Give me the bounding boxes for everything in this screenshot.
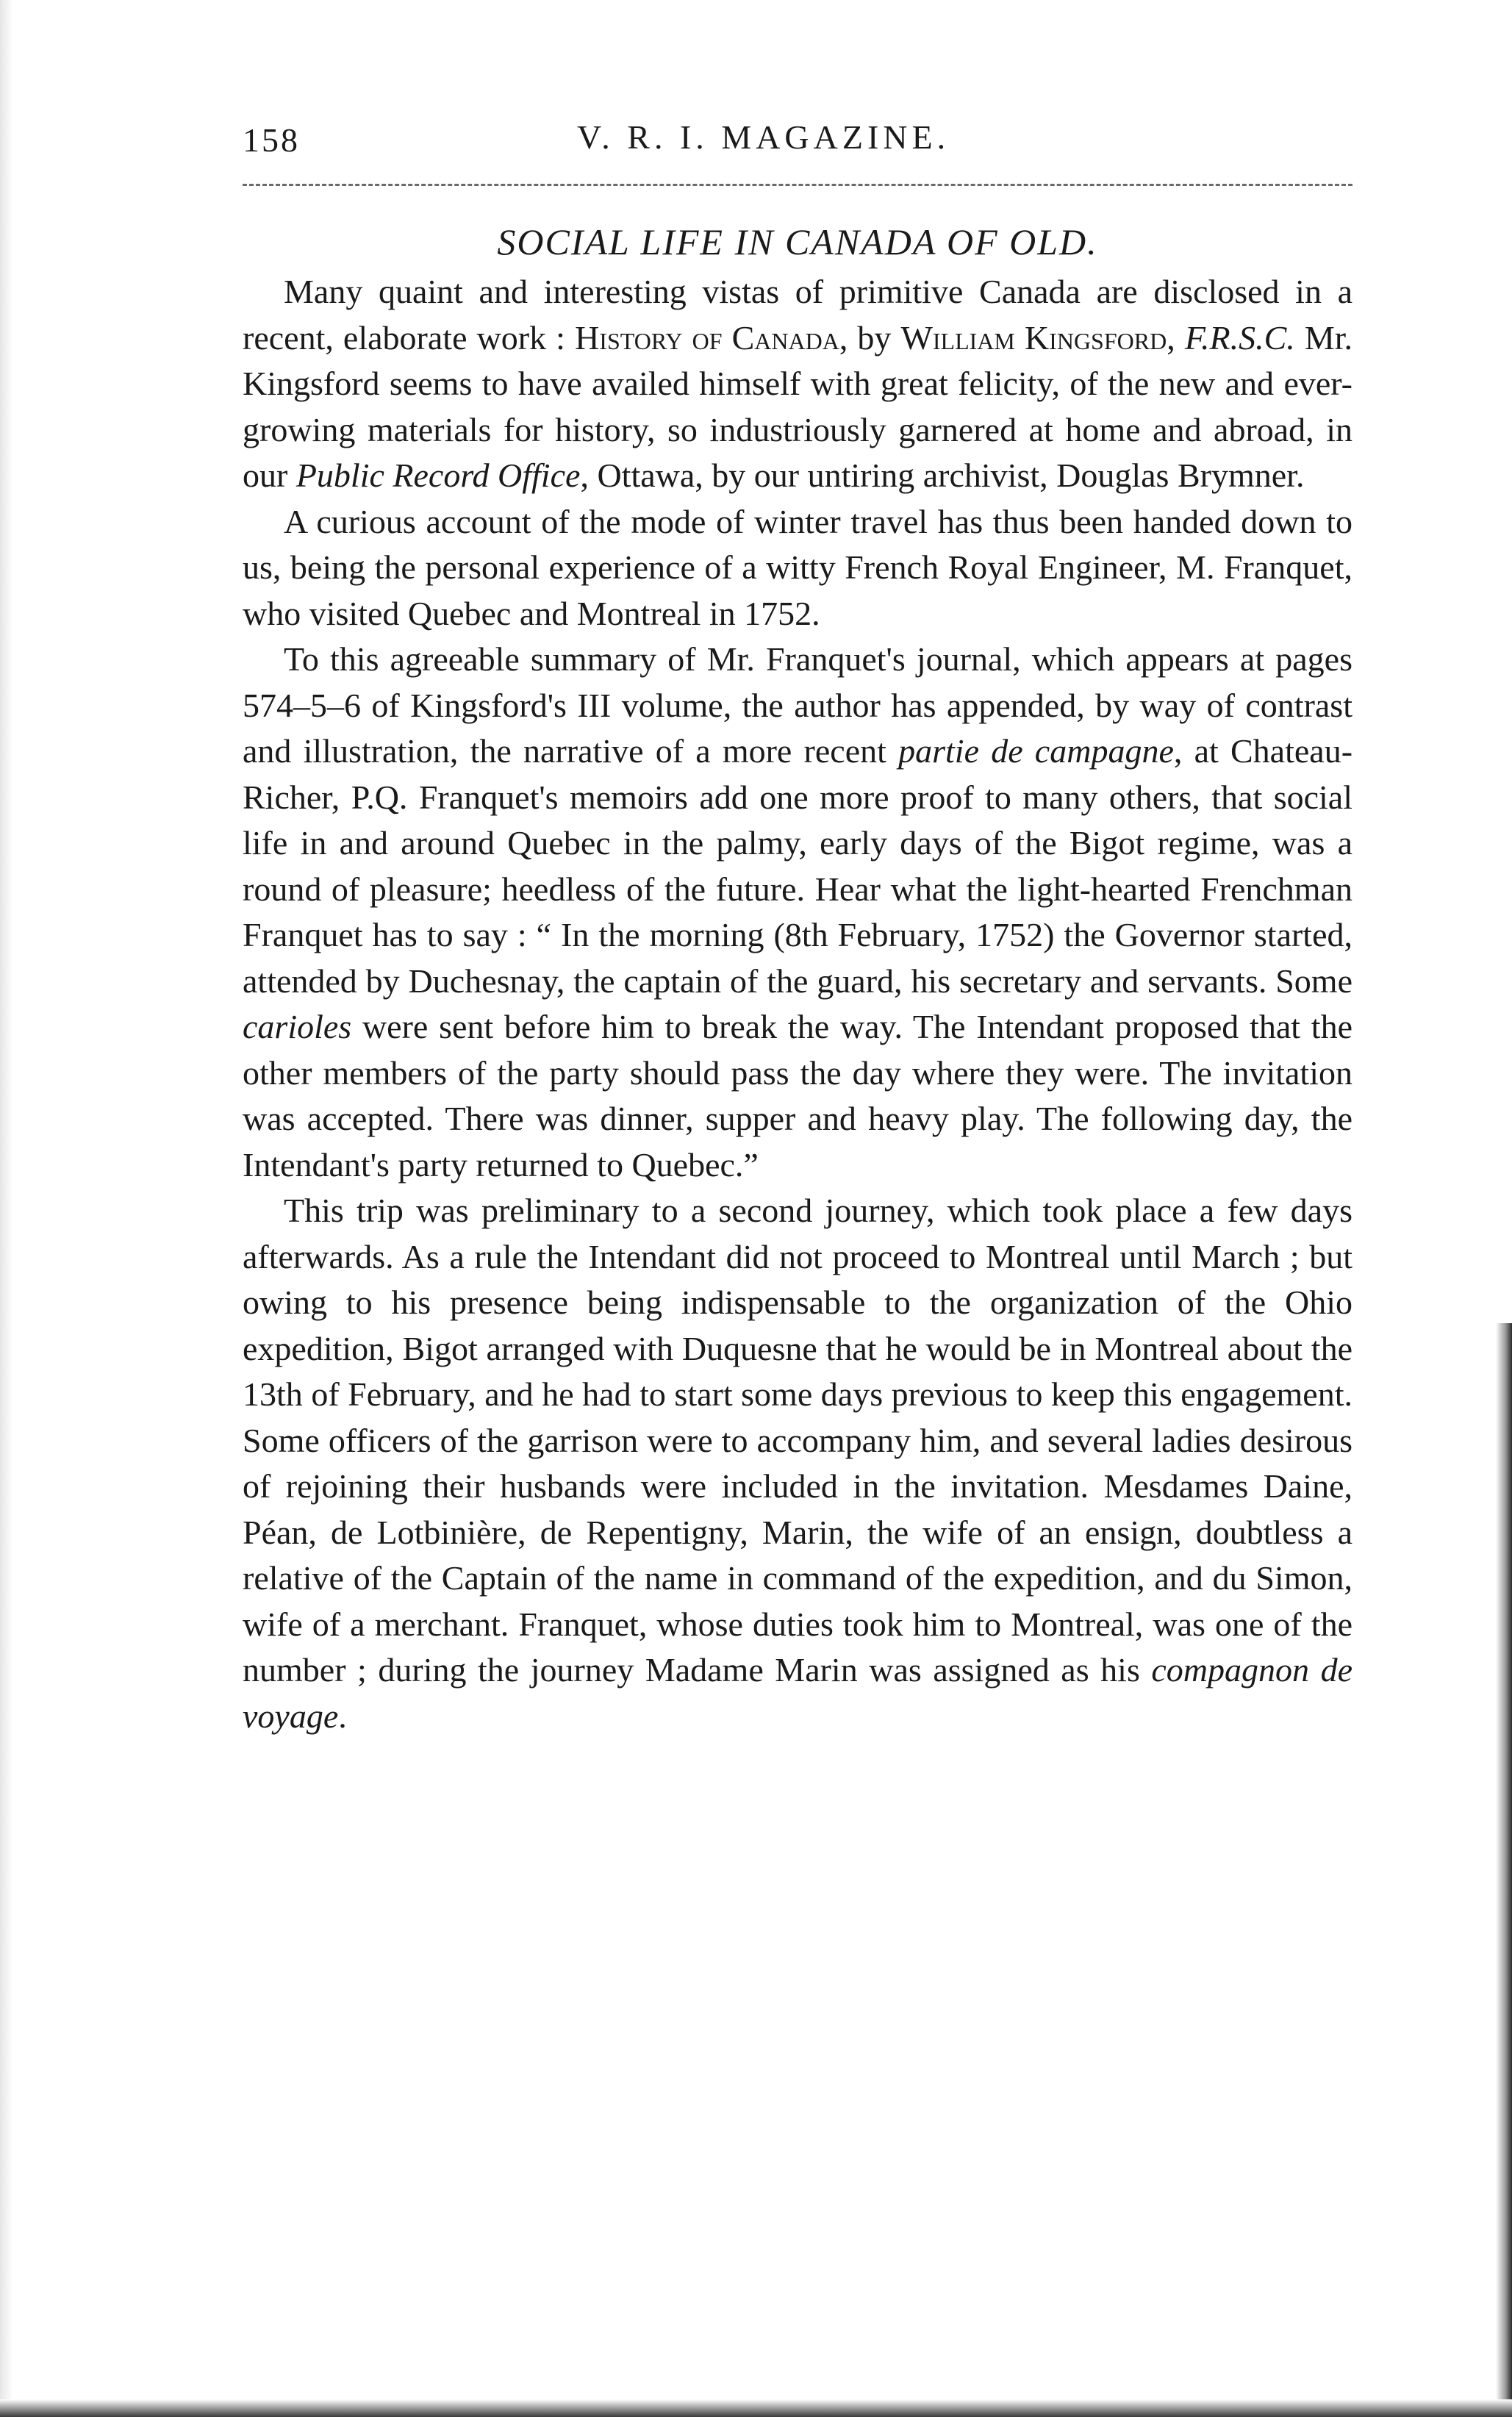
p4-text-b: . [338,1697,347,1735]
p1-text-c: , [1167,318,1185,357]
paragraph-4 [243,1188,1352,1739]
page-number: 158 [243,121,300,159]
page-header [243,118,1345,169]
author-name: William Kingsford [900,318,1167,357]
paragraph-3 [243,637,1352,1188]
article-body [243,269,1352,1739]
page-left-shadow [0,0,13,2417]
compagnon-de-voyage: compagnon de voyage [243,1651,1352,1735]
paragraph-2: A curious account of the mode of winter travel has thus been handed down to us, being the personal experience of a witty French Royal Engineer, M. Franquet, who visited Quebec and Montreal in 1752. [243,502,1352,632]
p4-text-a: This trip was preliminary to a second journey, which took place a few days afterwards. As a rule the Intendant did not proceed to Montreal until March ; but owing to his presence being indispensable to the organization of the Ohio expedition, Bigot arranged with Duquesne that he would be in Montreal about the 13th of February, and he had to start some days previous to keep this engagement. Some officers of the garrison were to accompany him, and several ladies desirous of rejoining their husbands were included in the invitation. Mesdames Daine, Péan, de Lotbinière, de Repentigny, Marin, the wife of an ensign, doubtless a relative of the Captain of the name in command of the expedition, and du Simon, wife of a merchant. Franquet, whose duties took him to Montreal, was one of the number ; during the journey Madame Marin was assigned as his [243,1192,1352,1689]
p1-text-b: , by [839,318,901,357]
p3-text-a: To this agreeable summary of Mr. Franquet's journal, which appears at pages 574–5–6 of Kingsford's III volume, the author has appended, by way of contrast and illustration, the narrative of a more recent [243,640,1352,770]
p1-text-d: Mr. Kingsford seems to have availed himself with great felicity, of the new and ever-growing materials for history, so industriously garnered at home and abroad, in our [243,318,1353,494]
running-title: V. R. I. MAGAZINE. [577,118,950,156]
author-credentials: F.R.S.C. [1184,318,1295,357]
p1-text-e: , Ottawa, by our untiring archivist, Douglas Brymner. [580,456,1305,494]
header-rule [243,184,1352,186]
work-title: History of Canada [575,318,839,357]
binding-edge-shadow [1496,1323,1512,2417]
p3-text-b: , at Chateau-Richer, P.Q. Franquet's memoirs add one more proof to many others, that social life in and around Quebec in the palmy, early days of the Bigot regime, was a round of pleasure; heedless of the future. Hear what the light-hearted Frenchman Franquet has to say : “ In the morning (8th February, 1752) the Governor started, attended by Duchesnay, the captain of the guard, his secretary and servants. Some [243,732,1353,1000]
paragraph-1 [243,269,1352,499]
record-office: Public Record Office [295,456,581,494]
article-title: SOCIAL LIFE IN CANADA OF OLD. [497,221,1098,262]
page-bottom-edge [0,2399,1512,2417]
p3-text-c: were sent before him to break the way. The Intendant proposed that the other members of the party should pass the day where they were. The invitation was accepted. There was dinner, supper and heavy play. The following day, the Intendant's party returned to Quebec.” [243,1008,1352,1184]
carioles-term: carioles [243,1008,352,1045]
p1-text-a: Many quaint and interesting vistas of primitive Canada are disclosed in a recent, elaborate work : [243,273,1352,357]
partie-de-campagne: partie de campagne [898,732,1174,770]
